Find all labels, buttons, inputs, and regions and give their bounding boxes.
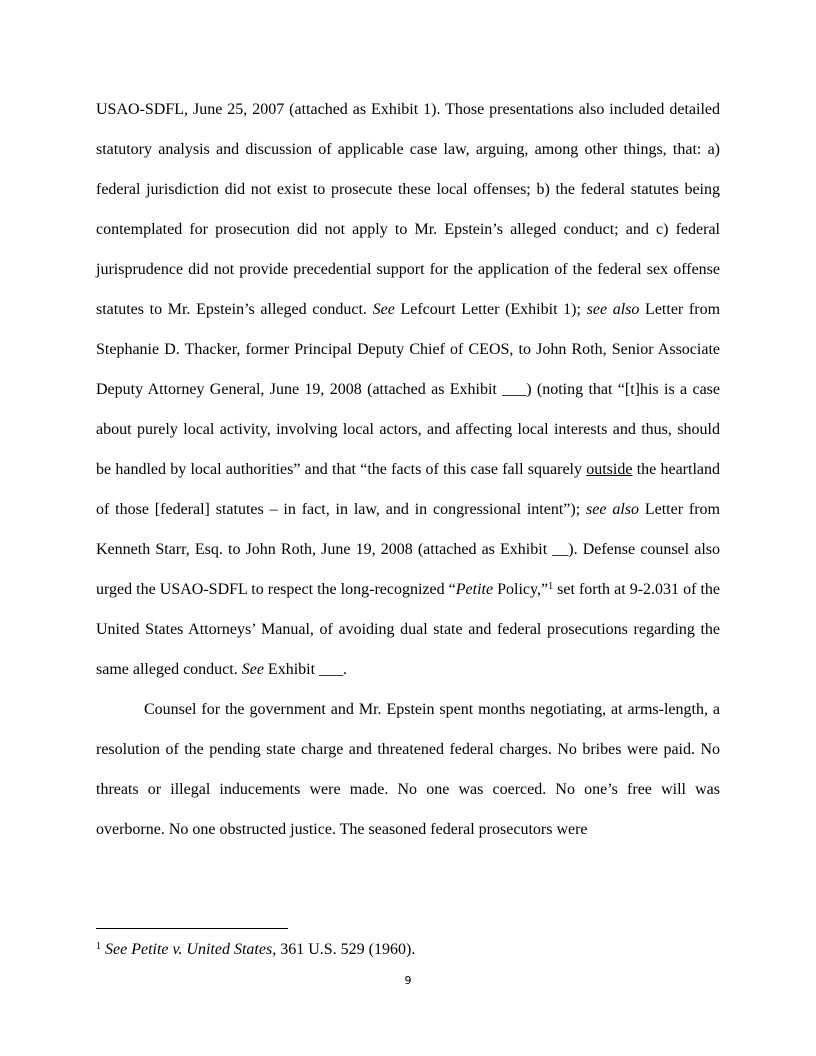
- footnote-number: 1: [96, 941, 101, 952]
- paragraph-1: [96, 90, 720, 690]
- petite-italic: Petite: [455, 581, 494, 598]
- text-run: the heartland of those [federal] statutes – in fact, in law, and in congressional intent”);: [96, 461, 720, 518]
- text-run: Letter from Stephanie D. Thacker, former Principal Deputy Chief of CEOS, to John Roth, Senior Associate Deputy Attorney General, June 19, 2008 (attached as Exhibit ___) (noting that “[t]his is a case about purely local activity, involving local actors, and affecting local interests and thus, should be handled by local authorities” and that “the facts of this case fall squarely: [96, 301, 721, 478]
- underlined-outside: outside: [586, 461, 633, 478]
- footnote-separator: [96, 928, 288, 929]
- body-text: [96, 90, 720, 850]
- text-run: USAO-SDFL, June 25, 2007 (attached as Exhibit 1). Those presentations also included detailed statutory analysis and discussion of applicable case law, arguing, among other things, that: a) federal jurisdiction did not exist to prosecute these local offenses; b) the federal statutes being contemplated for prosecution did not apply to Mr. Epstein’s alleged conduct; and c) federal jurisprudence did not provide precedential support for the application of the federal sex offense statutes to Mr. Epstein’s alleged conduct.: [96, 101, 720, 318]
- footnote-reference[interactable]: 1: [548, 581, 554, 592]
- page-number: 9: [404, 974, 412, 987]
- footnote-citation: See Petite v. United States: [105, 941, 273, 958]
- signal-see-also: see also: [586, 301, 640, 318]
- text-run: set forth at 9-2.031 of the United States Attorneys’ Manual, of avoiding dual state and federal prosecutions regarding the same alleged conduct.: [96, 581, 720, 678]
- signal-see: See: [372, 301, 395, 318]
- footnote-text: , 361 U.S. 529 (1960).: [272, 941, 416, 958]
- paragraph-2: Counsel for the government and Mr. Epstein spent months negotiating, at arms-length, a resolution of the pending state charge and threatened federal charges. No bribes were paid. No threats or illegal inducements were made. No one was coerced. No one’s free will was overborne. No one obstructed justice. The seasoned federal prosecutors were: [96, 701, 720, 838]
- text-run: Policy,”: [493, 581, 549, 598]
- text-run: Lefcourt Letter (Exhibit 1);: [394, 301, 587, 318]
- text-run: Exhibit ___.: [263, 661, 348, 678]
- signal-see-also: see also: [586, 501, 639, 518]
- signal-see: See: [241, 661, 264, 678]
- footnote-1: [96, 938, 720, 962]
- text-run: Letter from Kenneth Starr, Esq. to John Roth, June 19, 2008 (attached as Exhibit __). Defense counsel also urged the USAO-SDFL to respect the long-recognized “: [96, 501, 721, 598]
